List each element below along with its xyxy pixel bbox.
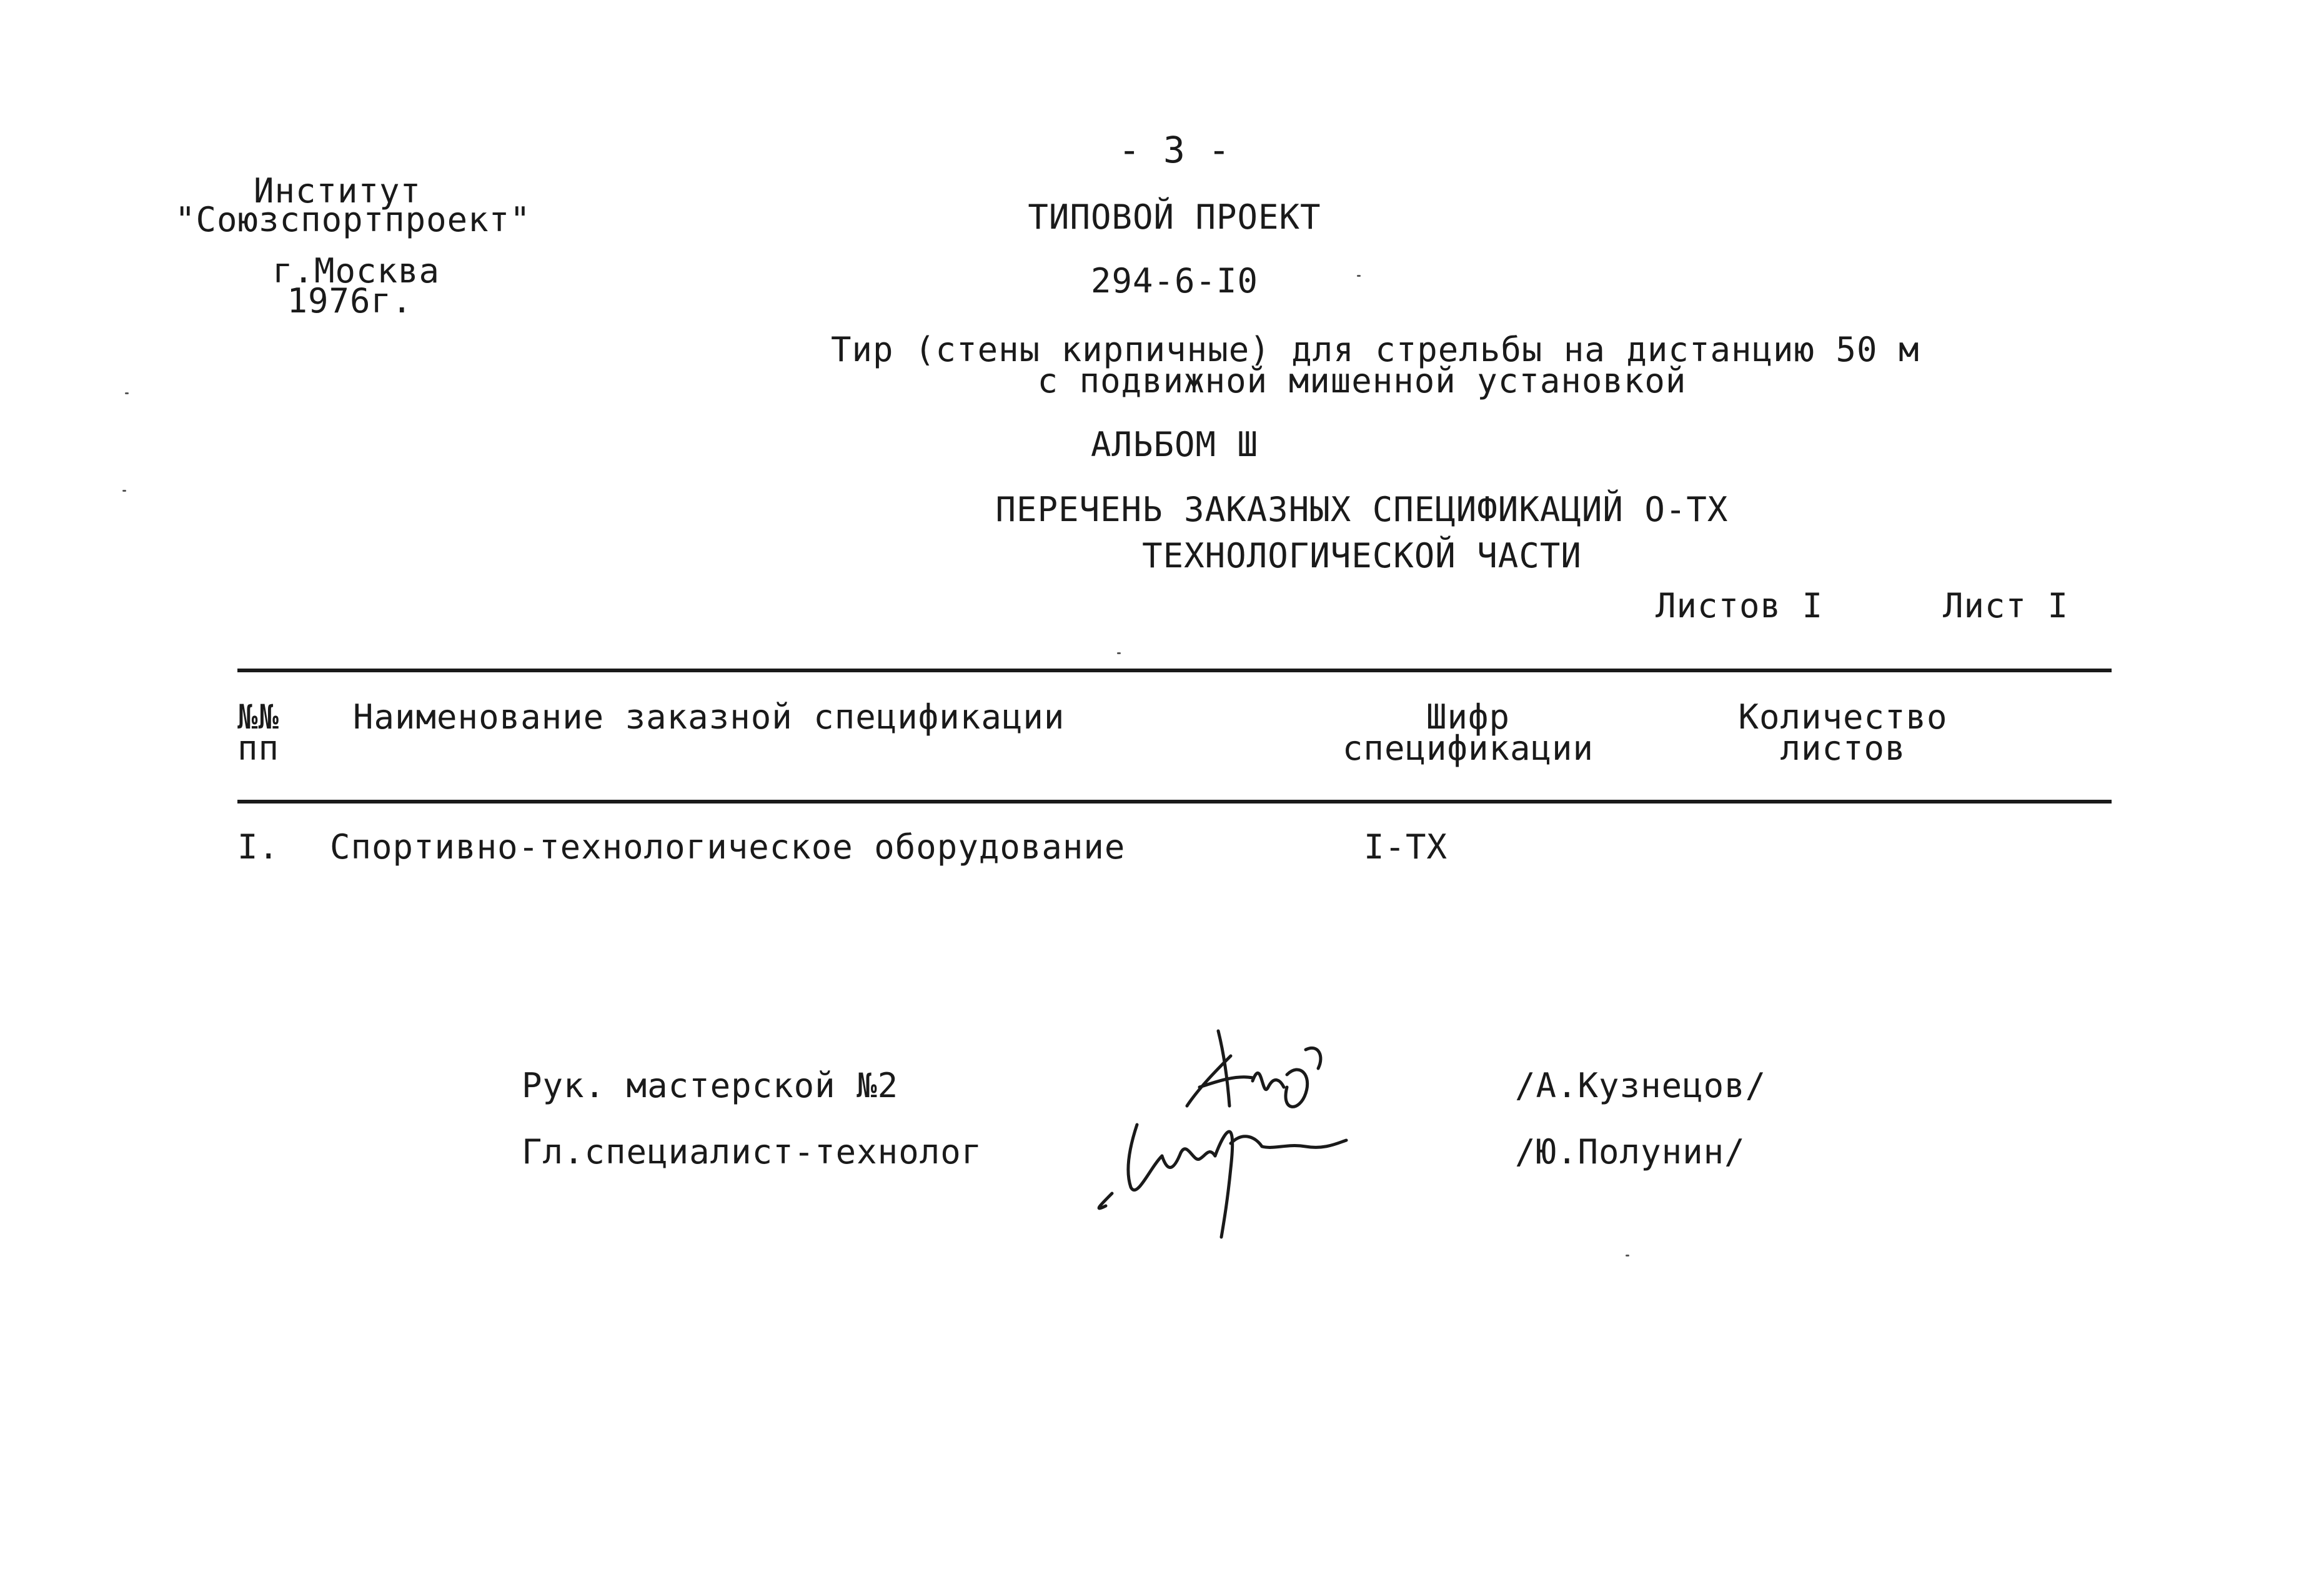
col-header-num: №№: [237, 697, 280, 737]
col-header-code: Шифр: [1426, 697, 1511, 737]
project-title-line1: Тир (стены кирпичные) для стрельбы на дистанцию 50 м: [831, 330, 1920, 369]
handwritten-signatures: [1075, 1018, 1399, 1243]
document-kind: ТИПОВОЙ ПРОЕКТ: [1028, 197, 1321, 237]
institute-name: Институт: [253, 171, 422, 211]
project-code: 294-6-I0: [1090, 261, 1259, 301]
sheet-number: Лист I: [1943, 586, 2069, 625]
signature-name-1: /А.Кузнецов/: [1515, 1066, 1767, 1105]
row-num: I.: [237, 827, 280, 867]
subject-line1: ПЕРЕЧЕНЬ ЗАКАЗНЫХ СПЕЦИФИКАЦИЙ О-ТХ: [995, 490, 1729, 529]
scan-speck: [122, 490, 126, 492]
col-header-name: Наименование заказной спецификации: [353, 697, 1065, 737]
scan-speck: [1357, 275, 1361, 277]
row-name: Спортивно-технологическое оборудование: [330, 827, 1126, 867]
signature-role-2: Гл.специалист-технолог: [522, 1132, 983, 1172]
sheets-total: Листов I: [1656, 586, 1824, 625]
col-header-count-sub: листов: [1780, 729, 1906, 768]
row-code: I-ТХ: [1363, 827, 1448, 867]
scan-speck: [125, 392, 129, 394]
col-header-count: Количество: [1738, 697, 1948, 737]
album-label: АЛЬБОМ Ш: [1090, 425, 1259, 464]
col-header-code-sub: спецификации: [1342, 729, 1594, 768]
scan-speck: [1626, 1255, 1629, 1256]
signature-role-1: Рук. мастерской №2: [522, 1066, 899, 1105]
scan-speck: [1117, 652, 1121, 654]
institute-title: "Союзспортпроект": [175, 200, 531, 239]
table-header-rule: [237, 800, 2112, 803]
subject-line2: ТЕХНОЛОГИЧЕСКОЙ ЧАСТИ: [1142, 536, 1582, 575]
table-top-rule: [237, 669, 2112, 672]
col-header-num-sub: пп: [237, 729, 280, 768]
institute-year: 1976г.: [287, 281, 413, 321]
page-number: - 3 -: [1118, 129, 1231, 171]
project-title-line2: с подвижной мишенной установкой: [1037, 361, 1687, 400]
signature-name-2: /Ю.Полунин/: [1515, 1132, 1745, 1172]
institute-city: г.Москва: [272, 251, 440, 291]
